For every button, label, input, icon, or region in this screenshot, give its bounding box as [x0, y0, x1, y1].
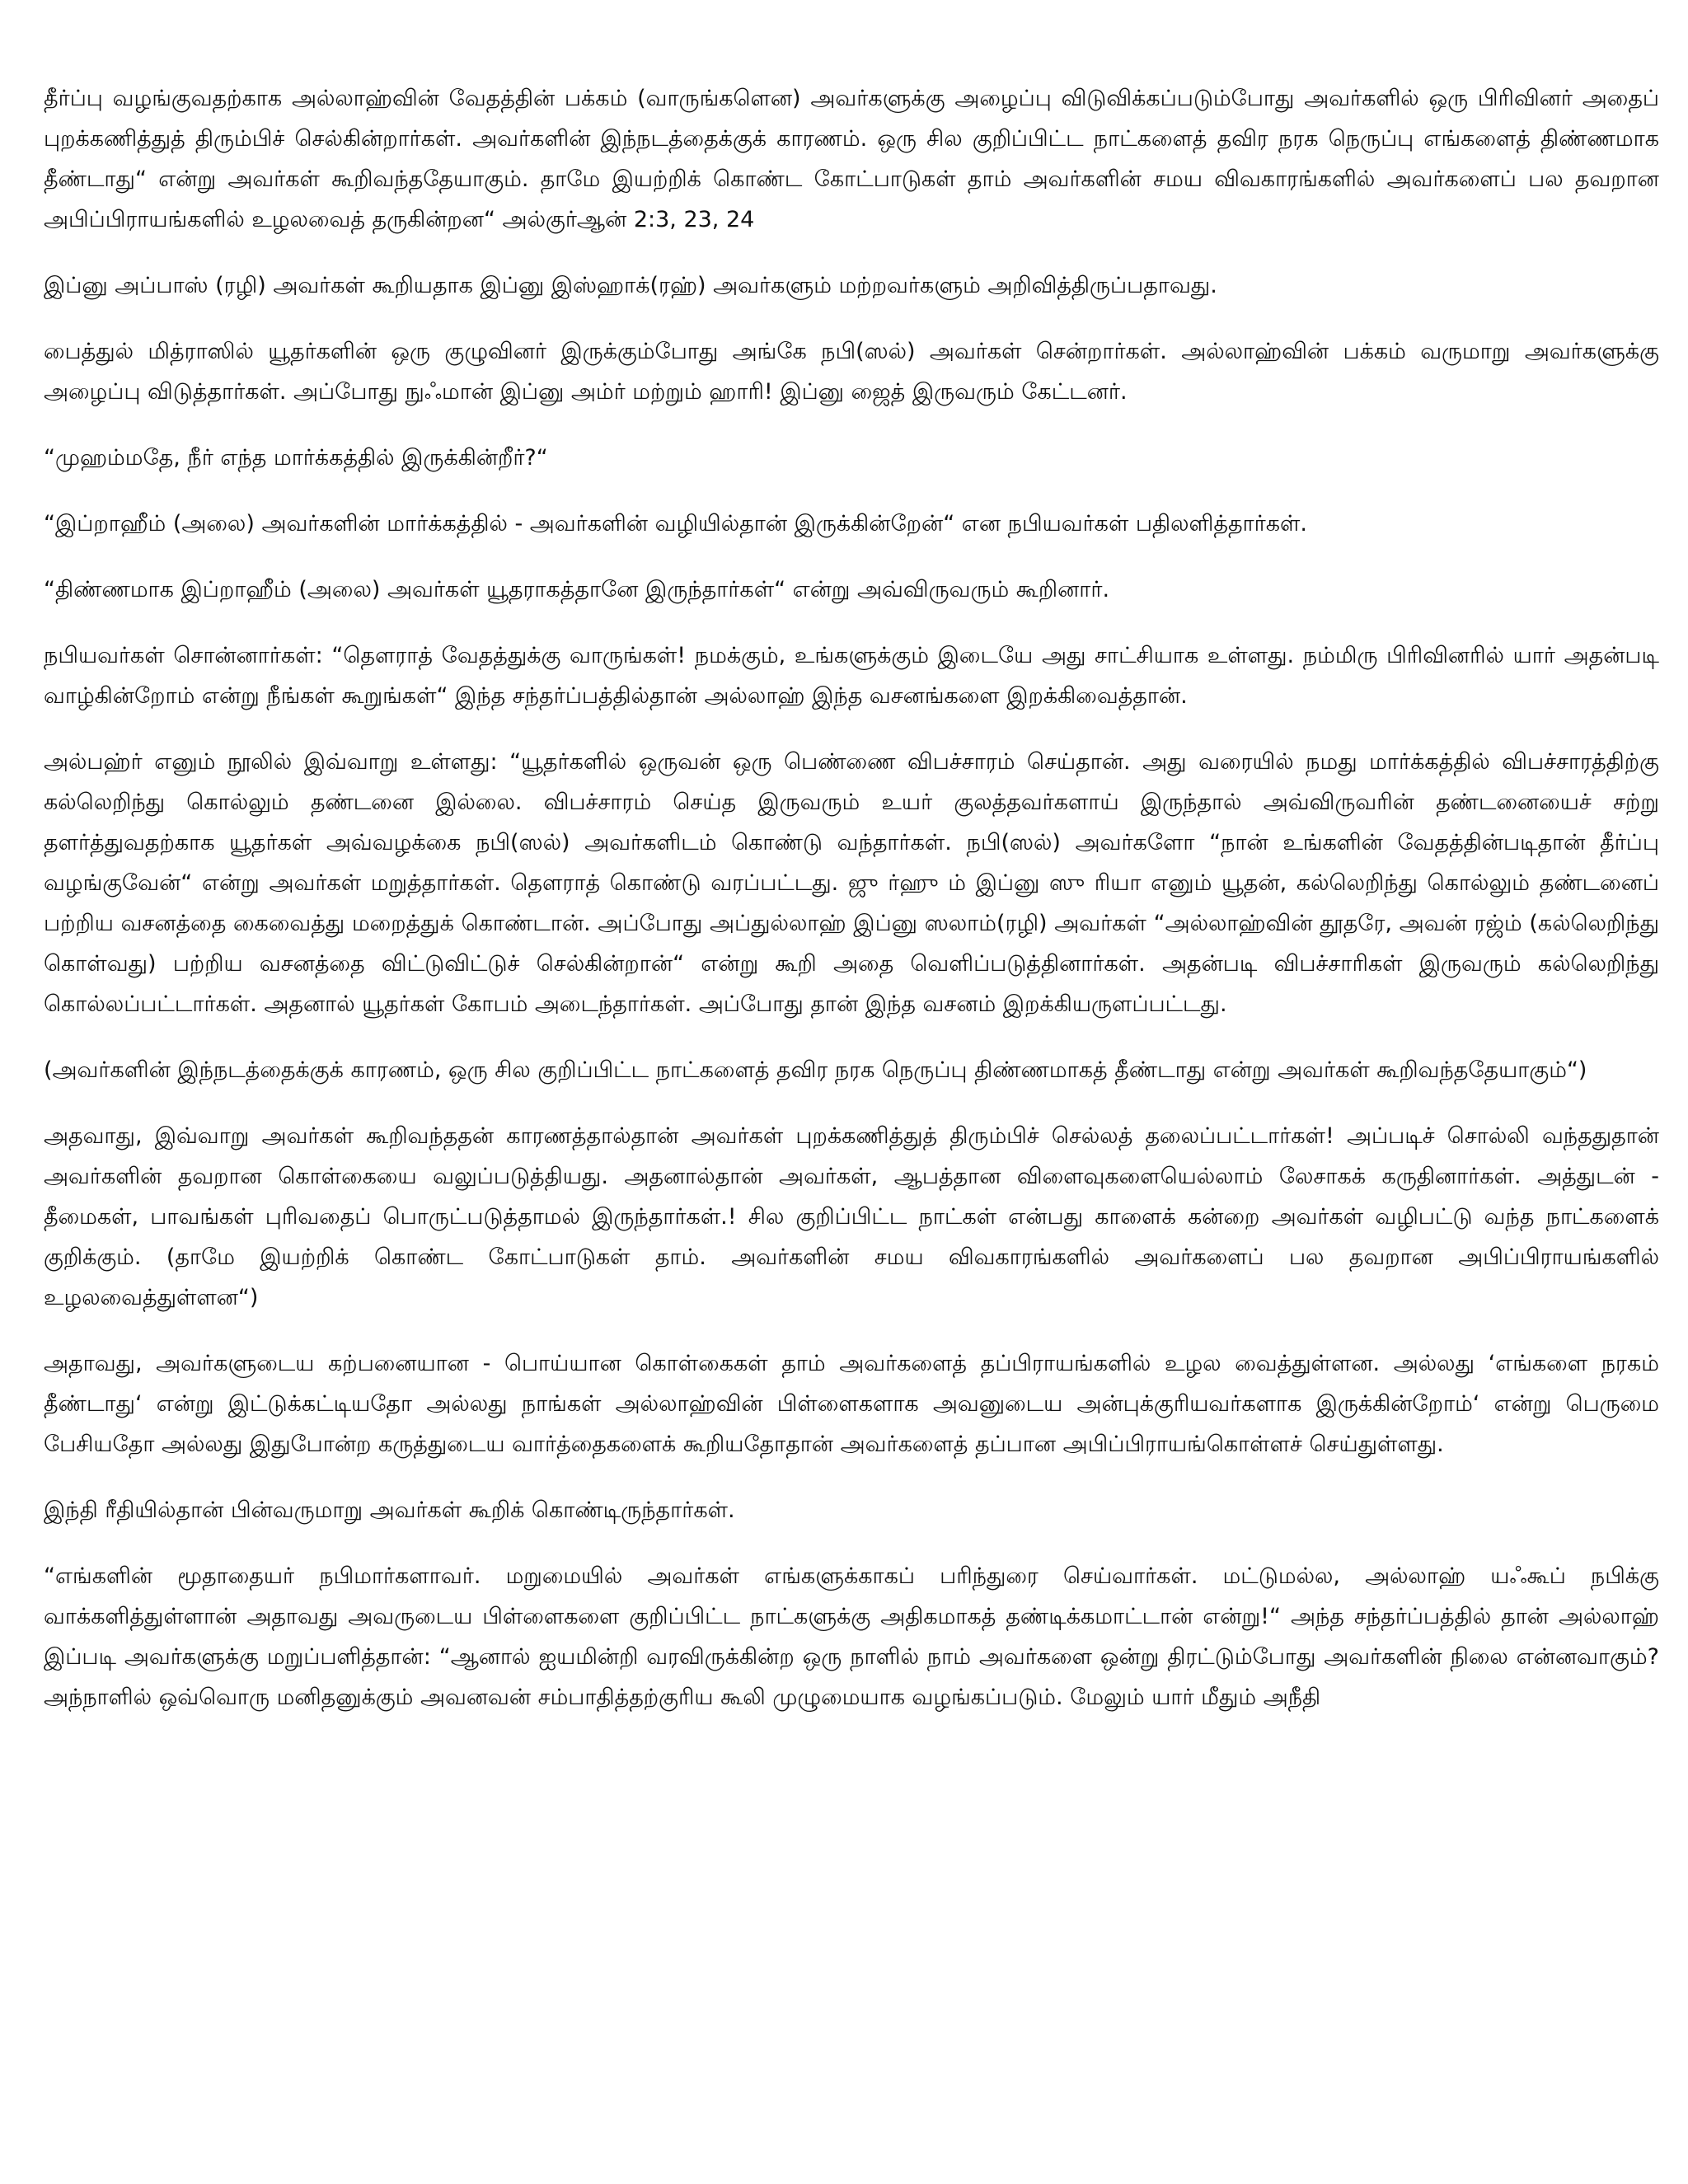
paragraph-baitul-midras: பைத்துல் மித்ராஸில் யூதர்களின் ஒரு குழுவினர் இருக்கும்போது அங்கே நபி(ஸல்) அவர்கள் சென்றார்கள். அல்லாஹ்வின் பக்கம் வருமாறு அவர்களுக்கு அழைப்பு விடுத்தார்கள். அப்போது நுஃமான் இப்னு அம்ர் மற்றும் ஹாரி! இப்னு ஜைத் இருவரும் கேட்டனர்.	[44, 339, 1659, 405]
paragraph-al-bahr: அல்பஹ்ர் எனும் நூலில் இவ்வாறு உள்ளது: “யூதர்களில் ஒருவன் ஒரு பெண்ணை விபச்சாரம் செய்தான். அது வரையில் நமது மார்க்கத்தில் விபச்சாரத்திற்கு கல்லெறிந்து கொல்லும் தண்டனை இல்லை. விபச்சாரம் செய்த இருவரும் உயர் குலத்தவர்களாய் இருந்தால் அவ்விருவரின் தண்டனையைச் சற்று தளர்த்துவதற்காக யூதர்கள் அவ்வழக்கை நபி(ஸல்) அவர்களிடம் கொண்டு வந்தார்கள். நபி(ஸல்) அவர்களோ “நான் உங்களின் வேதத்தின்படிதான் தீர்ப்பு வழங்குவேன்“ என்று அவர்கள் மறுத்தார்கள். தௌராத் கொண்டு வரப்பட்டது. ஜு ர்ஹு ம் இப்னு ஸு ரியா எனும் யூதன், கல்லெறிந்து கொல்லும் தண்டனைப் பற்றிய வசனத்தை கைவைத்து மறைத்துக் கொண்டான். அப்போது அப்துல்லாஹ் இப்னு ஸலாம்(ரழி) அவர்கள் “அல்லாஹ்வின் தூதரே, அவன் ரஜ்ம் (கல்லெறிந்து கொள்வது) பற்றிய வசனத்தை விட்டுவிட்டுச் செல்கின்றான்“ என்று கூறி அதை வெளிப்படுத்தினார்கள். அதன்படி விபச்சாரிகள் இருவரும் கல்லெறிந்து கொல்லப்பட்டார்கள். அதனால் யூதர்கள் கோபம் அடைந்தார்கள். அப்போது தான் இந்த வசனம் இறக்கியருளப்பட்டது.	[44, 749, 1659, 1017]
paragraph-narration-intro: இப்னு அப்பாஸ் (ரழி) அவர்கள் கூறியதாக இப்னு இஸ்ஹாக்(ரஹ்) அவர்களும் மற்றவர்களும் அறிவித்திருப்பதாவது.	[44, 273, 1217, 298]
paragraph-quran-verse: தீர்ப்பு வழங்குவதற்காக அல்லாஹ்வின் வேதத்தின் பக்கம் (வாருங்களென) அவர்களுக்கு அழைப்பு விடுவிக்கப்படும்போது அவர்களில் ஒரு பிரிவினர் அதைப் புறக்கணித்துத் திரும்பிச் செல்கின்றார்கள். அவர்களின் இந்நடத்தைக்குக் காரணம். ஒரு சில குறிப்பிட்ட நாட்களைத் தவிர நரக நெருப்பு எங்களைத் திண்ணமாக தீண்டாது“ என்று அவர்கள் கூறிவந்ததேயாகும். தாமே இயற்றிக் கொண்ட கோட்பாடுகள் தாம் அவர்களின் சமய விவகாரங்களில் அவர்களைப் பல தவறான அபிப்பிராயங்களில் உழலவைத் தருகின்றன“ அல்குர்ஆன் 2:3, 23, 24	[44, 86, 1659, 232]
paragraph-prophet-answer: “இப்றாஹீம் (அலை) அவர்களின் மார்க்கத்தில் - அவர்களின் வழியில்தான் இருக்கின்றேன்“ என நபியவர்கள் பதிலளித்தார்கள்.	[44, 511, 1307, 537]
paragraph-transition: இந்தி ரீதியில்தான் பின்வருமாறு அவர்கள் கூறிக் கொண்டிருந்தார்கள்.	[44, 1497, 735, 1523]
paragraph-false-beliefs: அதாவது, அவர்களுடைய கற்பனையான - பொய்யான கொள்கைகள் தாம் அவர்களைத் தப்பிராயங்களில் உழல வைத்துள்ளன. அல்லது ‘எங்களை நரகம் தீண்டாது‘ என்று இட்டுக்கட்டியதோ அல்லது நாங்கள் அல்லாஹ்வின் பிள்ளைகளாக அவனுடைய அன்புக்குரியவர்களாக இருக்கின்றோம்‘ என்று பெருமை பேசியதோ அல்லது இதுபோன்ற கருத்துடைய வார்த்தைகளைக் கூறியதோதான் அவர்களைத் தப்பான அபிப்பிராயங்கொள்ளச் செய்துள்ளது.	[44, 1351, 1659, 1457]
body-text	[44, 78, 1659, 1743]
paragraph-verse-reason: (அவர்களின் இந்நடத்தைக்குக் காரணம், ஒரு சில குறிப்பிட்ட நாட்களைத் தவிர நரக நெருப்பு திண்ணமாகத் தீண்டாது என்று அவர்கள் கூறிவந்ததேயாகும்“)	[44, 1057, 1587, 1083]
paragraph-jews-reply: “திண்ணமாக இப்றாஹீம் (அலை) அவர்கள் யூதராகத்தானே இருந்தார்கள்“ என்று அவ்விருவரும் கூறினார்.	[44, 577, 1110, 602]
paragraph-explanation: அதவாது, இவ்வாறு அவர்கள் கூறிவந்ததன் காரணத்தால்தான் அவர்கள் புறக்கணித்துத் திரும்பிச் செல்லத் தலைப்பட்டார்கள்! அப்படிச் சொல்லி வந்ததுதான் அவர்களின் தவறான கொள்கையை வலுப்படுத்தியது. அதனால்தான் அவர்கள், ஆபத்தான விளைவுகளையெல்லாம் லேசாகக் கருதினார்கள். அத்துடன் - தீமைகள், பாவங்கள் புரிவதைப் பொருட்படுத்தாமல் இருந்தார்கள்.! சில குறிப்பிட்ட நாட்கள் என்பது காளைக் கன்றை அவர்கள் வழிபட்டு வந்த நாட்களைக் குறிக்கும். (தாமே இயற்றிக் கொண்ட கோட்பாடுகள் தாம். அவர்களின் சமய விவகாரங்களில் அவர்களைப் பல தவறான அபிப்பிராயங்களில் உழலவைத்துள்ளன“)	[44, 1123, 1659, 1310]
paragraph-torah-call: நபியவர்கள் சொன்னார்கள்: “தௌராத் வேதத்துக்கு வாருங்கள்! நமக்கும், உங்களுக்கும் இடையே அது சாட்சியாக உள்ளது. நம்மிரு பிரிவினரில் யார் அதன்படி வாழ்கின்றோம் என்று நீங்கள் கூறுங்கள்“ இந்த சந்தர்ப்பத்தில்தான் அல்லாஹ் இந்த வசனங்களை இறக்கிவைத்தான்.	[44, 643, 1659, 709]
paragraph-question: “முஹம்மதே, நீர் எந்த மார்க்கத்தில் இருக்கின்றீர்?“	[44, 445, 548, 471]
paragraph-ancestors: “எங்களின் மூதாதையர் நபிமார்களாவர். மறுமையில் அவர்கள் எங்களுக்காகப் பரிந்துரை செய்வார்கள். மட்டுமல்ல, அல்லாஹ் யஃகூப் நபிக்கு வாக்களித்துள்ளான் அதாவது அவருடைய பிள்ளைகளை குறிப்பிட்ட நாட்களுக்கு அதிகமாகத் தண்டிக்கமாட்டான் என்று!“ அந்த சந்தர்ப்பத்தில் தான் அல்லாஹ் இப்படி அவர்களுக்கு மறுப்பளித்தான்: “ஆனால் ஐயமின்றி வரவிருக்கின்ற ஒரு நாளில் நாம் அவர்களை ஒன்று திரட்டும்போது அவர்களின் நிலை என்னவாகும்? அந்நாளில் ஒவ்வொரு மனிதனுக்கும் அவனவன் சம்பாதித்தற்குரிய கூலி முழுமையாக வழங்கப்படும். மேலும் யார் மீதும் அநீதி	[44, 1563, 1659, 1710]
